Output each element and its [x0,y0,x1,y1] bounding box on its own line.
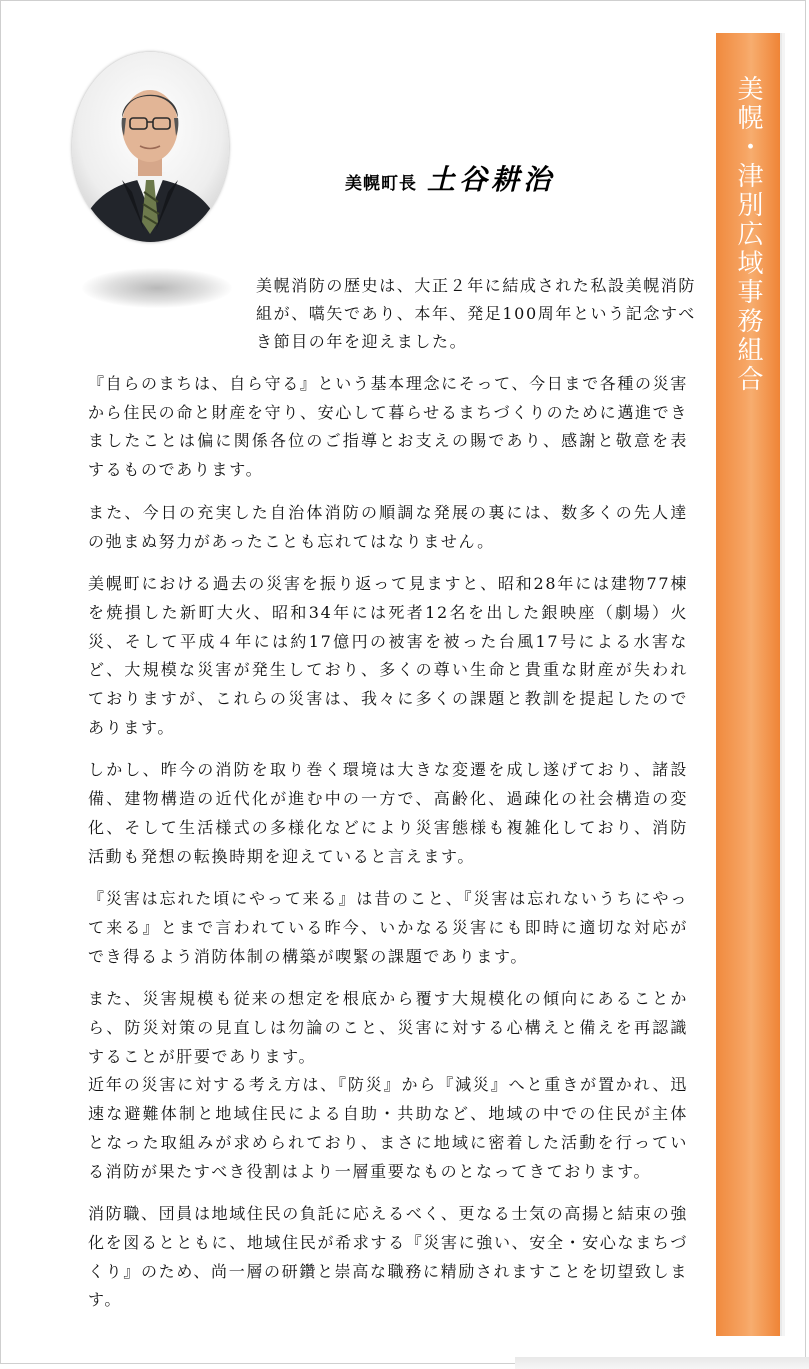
paragraph-5: 『災害は忘れた頃にやって来る』は昔のこと、『災害は忘れないうちにやって来る』とまで言われている昨今、いかなる災害にも即時に適切な対応ができ得るよう消防体制の構築が喫緊の課題であります。 [88,889,688,966]
bottom-shade [515,1357,809,1369]
paragraph-3: 美幌町における過去の災害を振り返って見ますと、昭和28年には建物77棟を焼損した新町大火、昭和34年には死者12名を出した銀映座（劇場）火災、そして平成４年には約17億円の被害を被った台風17号による水害など、大規模な災害が発生しており、多くの尊い生命と貴重な財産が失われておりますが、これらの災害は、我々に多くの課題と教訓を提起したのであります。 [88,574,688,737]
paragraph-2: また、今日の充実した自治体消防の順調な発展の裏には、数多くの先人達の弛まぬ努力があったことも忘れてはなりません。 [88,502,688,551]
signature-name: 土谷耕治 [427,163,556,196]
side-title-band [716,33,782,1336]
portrait-shadow [82,268,232,308]
mayor-portrait [72,52,229,242]
message-body [88,370,688,1329]
organization-title: 美幌・津別広域事務組合 [733,75,763,394]
paragraph-6: また、災害規模も従来の想定を根底から覆す大規模化の傾向にあることから、防災対策の見直しは勿論のこと、災害に対する心構えと備えを再認識することが肝要であります。 [88,989,688,1066]
paragraph-7: 近年の災害に対する考え方は、『防災』から『減災』へと重きが置かれ、迅速な避難体制と地域住民による自助・共助など、地域の中での住民が主体となった取組みが求められており、まさに地域に密着した活動を行っている消防が果たすべき役割はより一層重要なものとなってきております。 [88,1075,688,1181]
portrait-image [72,52,229,242]
signature [345,158,555,194]
paragraph-4: しかし、昨今の消防を取り巻く環境は大きな変遷を成し遂げており、諸設備、建物構造の近代化が進む中の一方で、高齢化、過疎化の社会構造の変化、そして生活様式の多様化などにより災害態様も複雑化しており、消防活動も発想の転換時期を迎えていると言えます。 [88,760,688,866]
intro-paragraph: 美幌消防の歴史は、大正２年に結成された私設美幌消防組が、嚆矢であり、本年、発足100周年という記念すべき節目の年を迎えました。 [256,276,697,351]
signature-role: 美幌町長 [345,174,417,194]
paragraph-8: 消防職、団員は地域住民の負託に応えるべく、更なる士気の高揚と結束の強化を図るとともに、地域住民が希求する『災害に強い、安全・安心なまちづくり』のため、尚一層の研鑽と崇高な職務に精励されますことを切望致します。 [88,1204,688,1310]
paragraph-1: 『自らのまちは、自ら守る』という基本理念にそって、今日まで各種の災害から住民の命と財産を守り、安心して暮らせるまちづくりのために邁進できましたことは偏に関係各位のご指導とお支えの賜であり、感謝と敬意を表するものであります。 [88,374,688,480]
